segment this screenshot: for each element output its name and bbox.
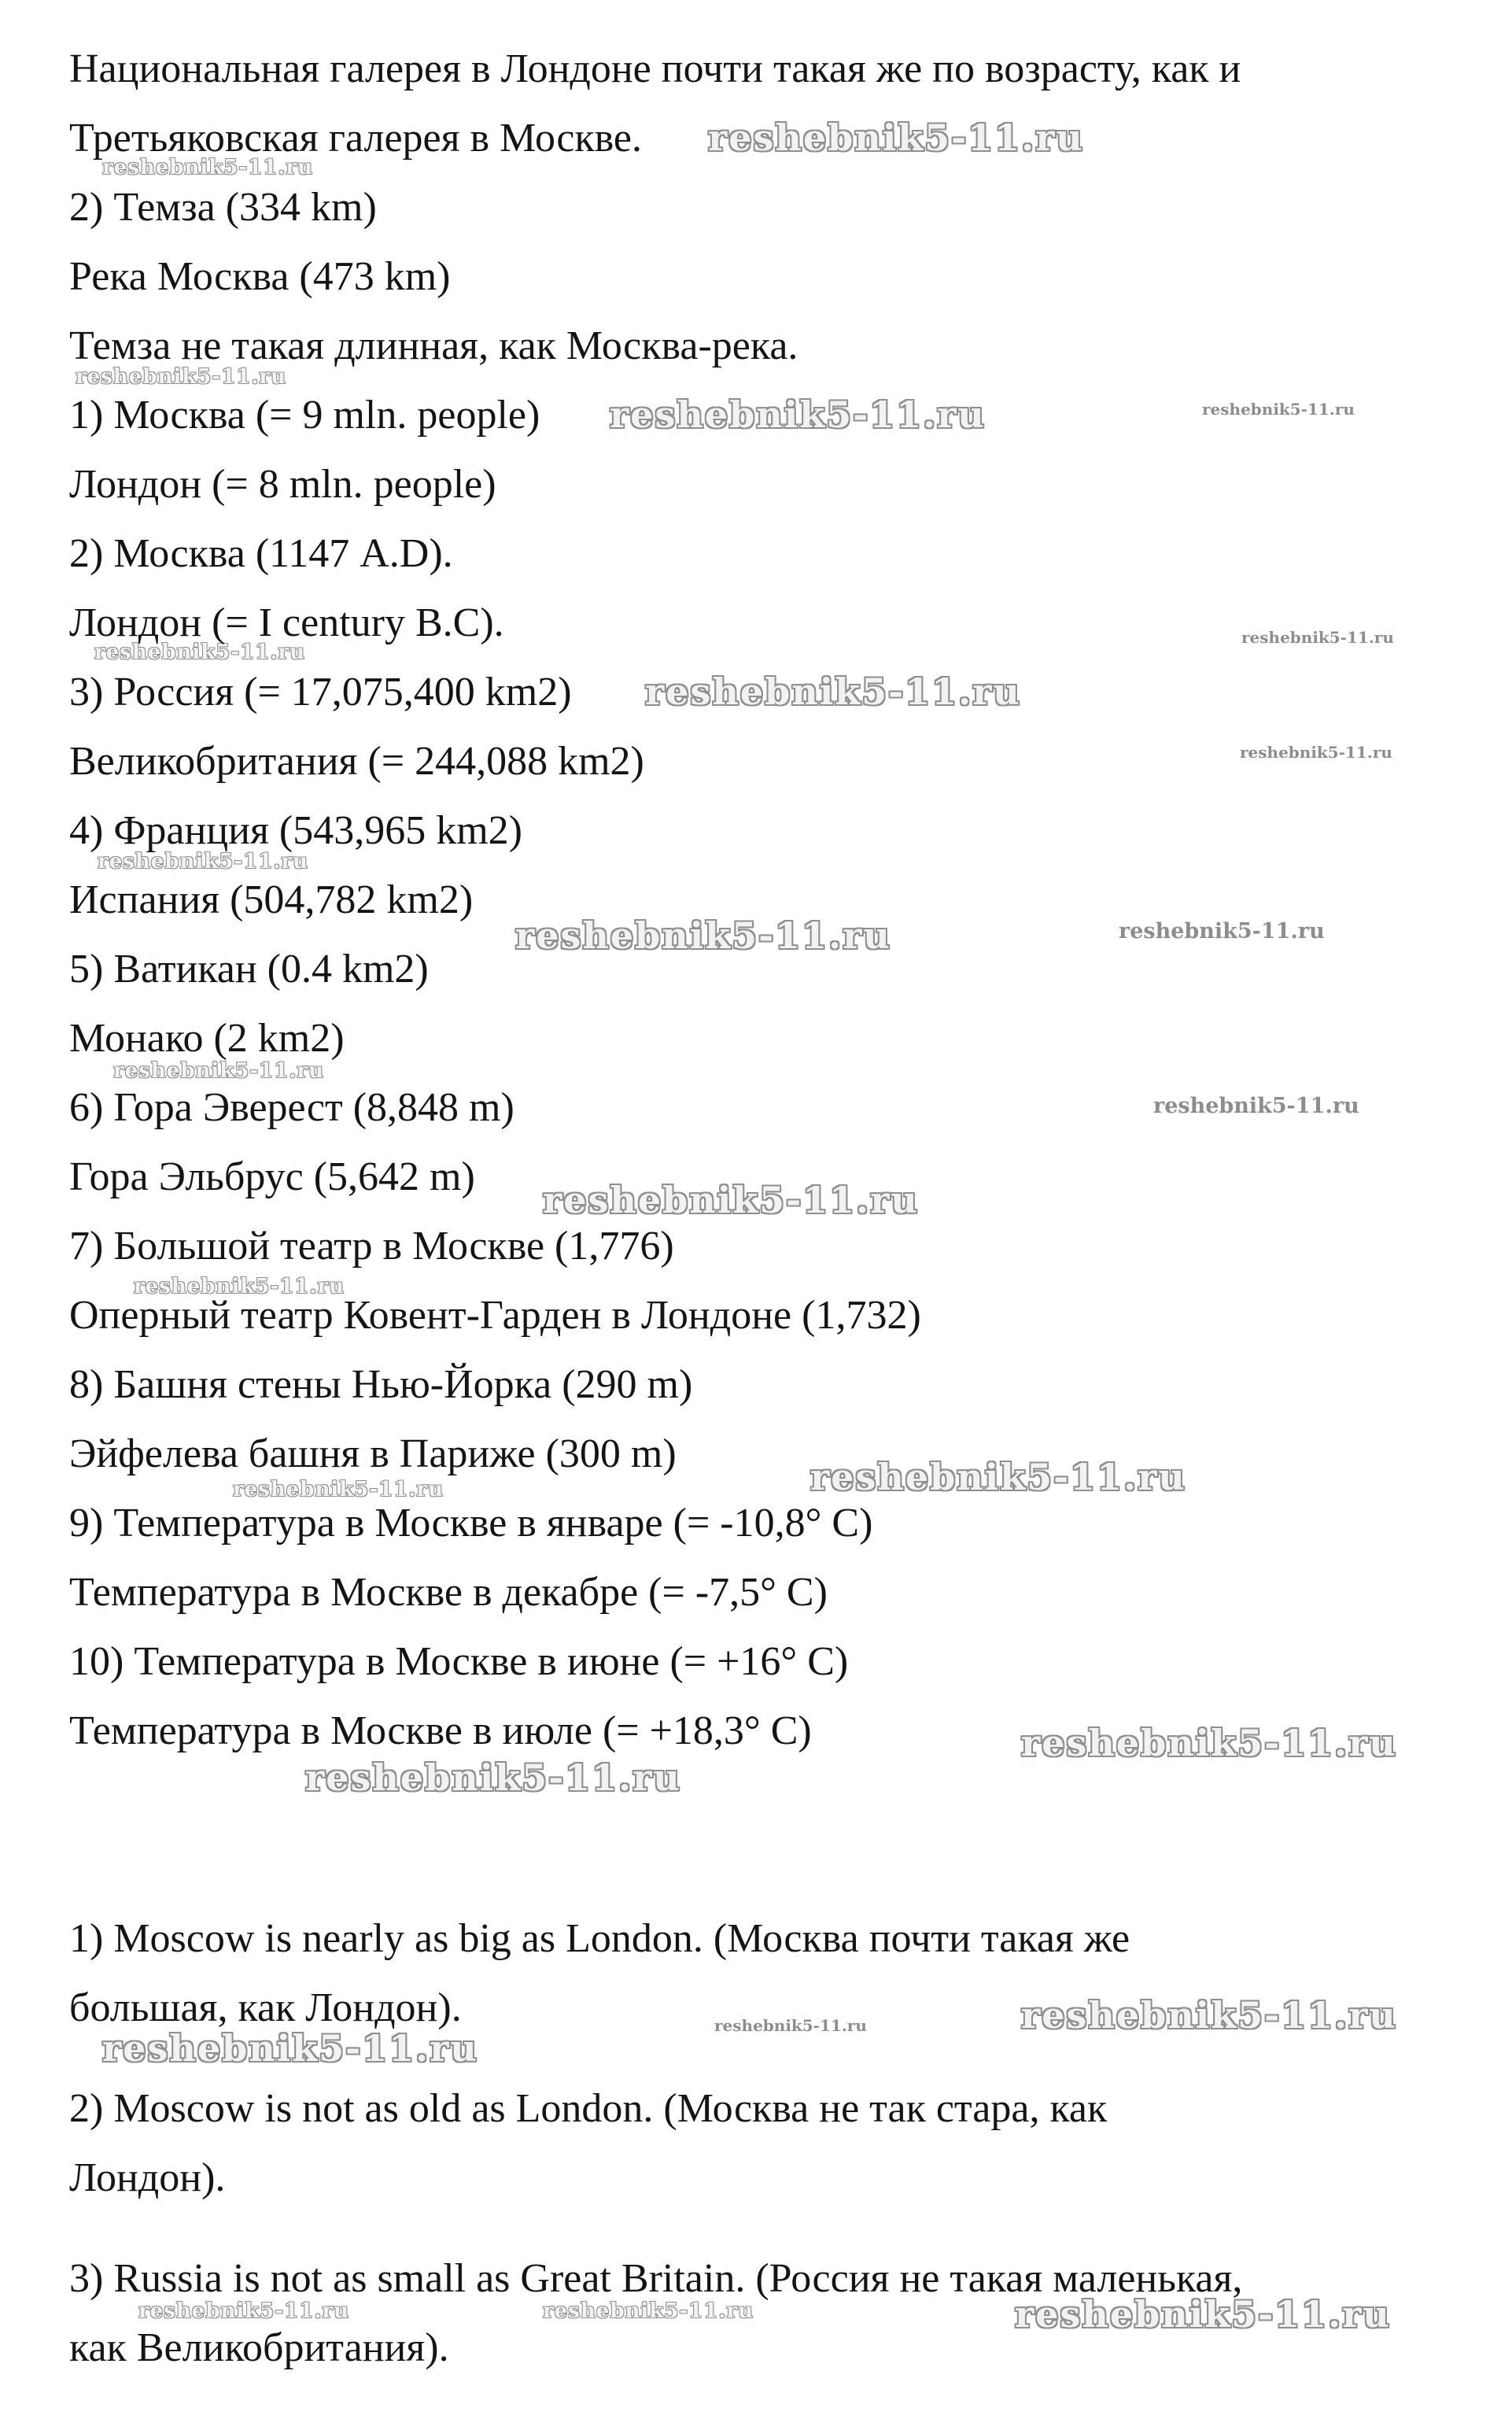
watermark: reshebnik5-11.ru	[543, 2299, 754, 2323]
watermark: reshebnik5-11.ru	[543, 1179, 919, 1221]
watermark: reshebnik5-11.ru	[1021, 1994, 1397, 2037]
watermark: reshebnik5-11.ru	[1240, 743, 1392, 762]
watermark: reshebnik5-11.ru	[1021, 1722, 1397, 1764]
text-line: большая, как Лондон).	[69, 1985, 462, 2030]
text-line: 2) Темза (334 km)	[69, 185, 377, 230]
text-line: Национальная галерея в Лондоне почти такая же по возрасту, как и	[69, 46, 1241, 91]
watermark: reshebnik5-11.ru	[610, 393, 986, 436]
text-line: 10) Температура в Москве в июне (= +16° C)	[69, 1639, 849, 1684]
watermark: reshebnik5-11.ru	[810, 1456, 1186, 1498]
text-line: как Великобритания).	[69, 2325, 449, 2370]
watermark: reshebnik5-11.ru	[645, 670, 1021, 713]
watermark: reshebnik5-11.ru	[134, 1275, 345, 1298]
text-line: 3) Russia is not as small as Great Britain. (Россия не такая маленькая,	[69, 2256, 1243, 2301]
text-line: Температура в Москве в июле (= +18,3° C)	[69, 1708, 812, 1753]
text-line: 5) Ватикан (0.4 km2)	[69, 947, 429, 992]
text-line: Эйфелева башня в Париже (300 m)	[69, 1431, 677, 1476]
text-line: 6) Гора Эверест (8,848 m)	[69, 1085, 514, 1130]
watermark: reshebnik5-11.ru	[76, 365, 287, 389]
watermark: reshebnik5-11.ru	[94, 641, 306, 664]
watermark: reshebnik5-11.ru	[102, 156, 314, 179]
text-line: Река Москва (473 km)	[69, 254, 451, 299]
text-line: 7) Большой театр в Москве (1,776)	[69, 1224, 674, 1269]
text-line: Великобритания (= 244,088 km2)	[69, 739, 644, 784]
text-line: Температура в Москве в декабре (= -7,5° C)	[69, 1570, 828, 1615]
watermark: reshebnik5-11.ru	[1015, 2293, 1391, 2336]
watermark: reshebnik5-11.ru	[1241, 628, 1394, 647]
watermark: reshebnik5-11.ru	[138, 2299, 350, 2323]
watermark: reshebnik5-11.ru	[1153, 1094, 1359, 1118]
watermark: reshebnik5-11.ru	[102, 2027, 478, 2070]
watermark: reshebnik5-11.ru	[1202, 400, 1355, 419]
text-line: Третьяковская галерея в Москве.	[69, 116, 642, 161]
text-line: Оперный театр Ковент-Гарден в Лондоне (1,732)	[69, 1293, 921, 1338]
section-gap	[69, 1766, 1481, 1904]
text-line: Гора Эльбрус (5,642 m)	[69, 1154, 475, 1199]
watermark: reshebnik5-11.ru	[305, 1756, 681, 1799]
text-line: 8) Башня стены Нью-Йорка (290 m)	[69, 1362, 693, 1407]
answer-paragraph	[69, 1904, 1481, 2043]
text-line: 2) Moscow is not as old as London. (Москва не так стара, как	[69, 2086, 1108, 2131]
watermark: reshebnik5-11.ru	[714, 2016, 867, 2035]
answer-paragraph	[69, 2244, 1481, 2383]
watermark: reshebnik5-11.ru	[515, 914, 891, 957]
text-line: Лондон (= I century B.C).	[69, 600, 504, 645]
text-line: Испания (504,782 km2)	[69, 877, 474, 922]
text-line: 2) Москва (1147 A.D).	[69, 531, 453, 576]
text-line: 9) Температура в Москве в январе (= -10,8° C)	[69, 1501, 873, 1546]
text-line: 4) Франция (543,965 km2)	[69, 808, 522, 853]
text-line: 1) Москва (= 9 mln. people)	[69, 393, 540, 438]
text-line: Монако (2 km2)	[69, 1016, 345, 1061]
text-line: 1) Moscow is nearly as big as London. (Москва почти такая же	[69, 1916, 1130, 1961]
watermark: reshebnik5-11.ru	[1119, 919, 1325, 944]
watermark: reshebnik5-11.ru	[113, 1059, 325, 1083]
answer-paragraph	[69, 2074, 1481, 2213]
watermark: reshebnik5-11.ru	[98, 850, 309, 873]
text-line: Лондон).	[69, 2155, 226, 2200]
text-line: Темза не такая длинная, как Москва-река.	[69, 323, 798, 368]
text-line: 3) Россия (= 17,075,400 km2)	[69, 670, 572, 715]
watermark: reshebnik5-11.ru	[708, 116, 1084, 159]
watermark: reshebnik5-11.ru	[233, 1478, 444, 1501]
text-line: Лондон (= 8 mln. people)	[69, 462, 496, 507]
